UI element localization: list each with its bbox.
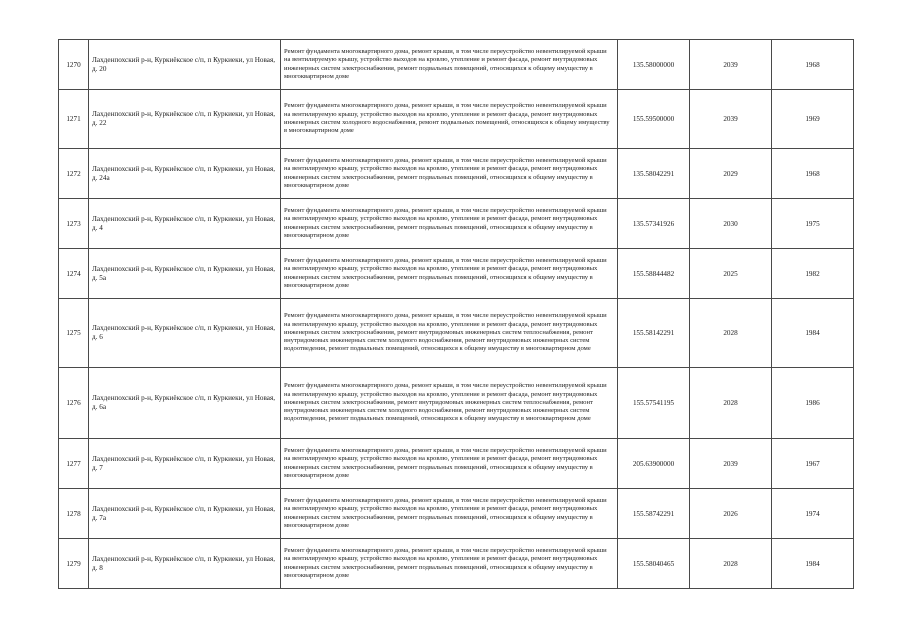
work-type-cell: Ремонт фундамента многоквартирного дома, ремонт крыши, в том числе переустройство невентилируемой крыши на вентилируемую крышу, устройство выходов на кровлю, утепление и ремонт фасада, ремонт внутридомовых инженерных систем электроснабжения, ремонт подвальных помещений, относящихся к общему имуществу в многоквартирном доме xyxy=(281,40,618,90)
build-year-cell: 1969 xyxy=(772,90,854,149)
table-row xyxy=(59,199,854,249)
table-row xyxy=(59,489,854,539)
build-year-cell: 1975 xyxy=(772,199,854,249)
row-number: 1279 xyxy=(59,539,89,589)
cost-cell: 205.63900000 xyxy=(618,439,690,489)
address-cell: Лахденпохский р-н, Куркиёкское с/п, п Куркиеки, ул Новая, д. 6 xyxy=(89,299,281,368)
cost-cell: 135.57341926 xyxy=(618,199,690,249)
cost-cell: 155.57541195 xyxy=(618,368,690,439)
repair-year-cell: 2039 xyxy=(690,439,772,489)
cost-cell: 135.58000000 xyxy=(618,40,690,90)
repair-year-cell: 2028 xyxy=(690,368,772,439)
table-row xyxy=(59,539,854,589)
build-year-cell: 1968 xyxy=(772,40,854,90)
repair-year-cell: 2030 xyxy=(690,199,772,249)
work-type-cell: Ремонт фундамента многоквартирного дома, ремонт крыши, в том числе переустройство невентилируемой крыши на вентилируемую крышу, устройство выходов на кровлю, утепление и ремонт фасада, ремонт внутридомовых инженерных систем электроснабжения, ремонт внутридомовых инженерных систем теплоснабжения, ремонт внутридомовых инженерных систем холодного водоснабжения, ремонт внутридомовых инженерных систем водоотведения, ремонт подвальных помещений, относящихся к общему имуществу в многоквартирном доме xyxy=(281,299,618,368)
address-cell: Лахденпохский р-н, Куркиёкское с/п, п Куркиеки, ул Новая, д. 7а xyxy=(89,489,281,539)
table-row xyxy=(59,249,854,299)
build-year-cell: 1984 xyxy=(772,299,854,368)
work-type-cell: Ремонт фундамента многоквартирного дома, ремонт крыши, в том числе переустройство невентилируемой крыши на вентилируемую крышу, устройство выходов на кровлю, утепление и ремонт фасада, ремонт внутридомовых инженерных систем электроснабжения, ремонт подвальных помещений, относящихся к общему имуществу в многоквартирном доме xyxy=(281,199,618,249)
table-row xyxy=(59,439,854,489)
build-year-cell: 1968 xyxy=(772,149,854,199)
row-number: 1276 xyxy=(59,368,89,439)
capital-repair-table xyxy=(58,39,854,589)
row-number: 1271 xyxy=(59,90,89,149)
cost-cell: 155.58142291 xyxy=(618,299,690,368)
cost-cell: 155.58040465 xyxy=(618,539,690,589)
cost-cell: 155.59500000 xyxy=(618,90,690,149)
address-cell: Лахденпохский р-н, Куркиёкское с/п, п Куркиеки, ул Новая, д. 5а xyxy=(89,249,281,299)
address-cell: Лахденпохский р-н, Куркиёкское с/п, п Куркиеки, ул Новая, д. 7 xyxy=(89,439,281,489)
work-type-cell: Ремонт фундамента многоквартирного дома, ремонт крыши, в том числе переустройство невентилируемой крыши на вентилируемую крышу, устройство выходов на кровлю, утепление и ремонт фасада, ремонт внутридомовых инженерных систем электроснабжения, ремонт внутридомовых инженерных систем теплоснабжения, ремонт внутридомовых инженерных систем холодного водоснабжения, ремонт внутридомовых инженерных систем водоотведения, ремонт подвальных помещений, относящихся к общему имуществу в многоквартирном доме xyxy=(281,368,618,439)
table-row xyxy=(59,90,854,149)
build-year-cell: 1982 xyxy=(772,249,854,299)
work-type-cell: Ремонт фундамента многоквартирного дома, ремонт крыши, в том числе переустройство невентилируемой крыши на вентилируемую крышу, устройство выходов на кровлю, утепление и ремонт фасада, ремонт внутридомовых инженерных систем электроснабжения, ремонт подвальных помещений, относящихся к общему имуществу в многоквартирном доме xyxy=(281,539,618,589)
table-row xyxy=(59,299,854,368)
work-type-cell: Ремонт фундамента многоквартирного дома, ремонт крыши, в том числе переустройство невентилируемой крыши на вентилируемую крышу, устройство выходов на кровлю, утепление и ремонт фасада, ремонт внутридомовых инженерных систем электроснабжения, ремонт подвальных помещений, относящихся к общему имуществу в многоквартирном доме xyxy=(281,149,618,199)
row-number: 1278 xyxy=(59,489,89,539)
address-cell: Лахденпохский р-н, Куркиёкское с/п, п Куркиеки, ул Новая, д. 8 xyxy=(89,539,281,589)
table-row xyxy=(59,40,854,90)
repair-year-cell: 2029 xyxy=(690,149,772,199)
repair-year-cell: 2025 xyxy=(690,249,772,299)
cost-cell: 135.58042291 xyxy=(618,149,690,199)
table-row xyxy=(59,149,854,199)
work-type-cell: Ремонт фундамента многоквартирного дома, ремонт крыши, в том числе переустройство невентилируемой крыши на вентилируемую крышу, устройство выходов на кровлю, утепление и ремонт фасада, ремонт внутридомовых инженерных систем холодного водоснабжения, ремонт подвальных помещений, относящихся к общему имуществу в многоквартирном доме xyxy=(281,90,618,149)
build-year-cell: 1967 xyxy=(772,439,854,489)
work-type-cell: Ремонт фундамента многоквартирного дома, ремонт крыши, в том числе переустройство невентилируемой крыши на вентилируемую крышу, устройство выходов на кровлю, утепление и ремонт фасада, ремонт внутридомовых инженерных систем электроснабжения, ремонт подвальных помещений, относящихся к общему имуществу в многоквартирном доме xyxy=(281,439,618,489)
work-type-cell: Ремонт фундамента многоквартирного дома, ремонт крыши, в том числе переустройство невентилируемой крыши на вентилируемую крышу, устройство выходов на кровлю, утепление и ремонт фасада, ремонт внутридомовых инженерных систем электроснабжения, ремонт подвальных помещений, относящихся к общему имуществу в многоквартирном доме xyxy=(281,249,618,299)
address-cell: Лахденпохский р-н, Куркиёкское с/п, п Куркиеки, ул Новая, д. 4 xyxy=(89,199,281,249)
repair-year-cell: 2026 xyxy=(690,489,772,539)
work-type-cell: Ремонт фундамента многоквартирного дома, ремонт крыши, в том числе переустройство невентилируемой крыши на вентилируемую крышу, устройство выходов на кровлю, утепление и ремонт фасада, ремонт внутридомовых инженерных систем электроснабжения, ремонт подвальных помещений, относящихся к общему имуществу в многоквартирном доме xyxy=(281,489,618,539)
table-row xyxy=(59,368,854,439)
build-year-cell: 1984 xyxy=(772,539,854,589)
row-number: 1277 xyxy=(59,439,89,489)
row-number: 1273 xyxy=(59,199,89,249)
cost-cell: 155.58844482 xyxy=(618,249,690,299)
repair-year-cell: 2028 xyxy=(690,299,772,368)
address-cell: Лахденпохский р-н, Куркиёкское с/п, п Куркиеки, ул Новая, д. 6а xyxy=(89,368,281,439)
build-year-cell: 1974 xyxy=(772,489,854,539)
repair-year-cell: 2039 xyxy=(690,40,772,90)
row-number: 1274 xyxy=(59,249,89,299)
row-number: 1272 xyxy=(59,149,89,199)
cost-cell: 155.58742291 xyxy=(618,489,690,539)
row-number: 1270 xyxy=(59,40,89,90)
build-year-cell: 1986 xyxy=(772,368,854,439)
address-cell: Лахденпохский р-н, Куркиёкское с/п, п Куркиеки, ул Новая, д. 24а xyxy=(89,149,281,199)
row-number: 1275 xyxy=(59,299,89,368)
address-cell: Лахденпохский р-н, Куркиёкское с/п, п Куркиеки, ул Новая, д. 22 xyxy=(89,90,281,149)
repair-year-cell: 2028 xyxy=(690,539,772,589)
repair-year-cell: 2039 xyxy=(690,90,772,149)
address-cell: Лахденпохский р-н, Куркиёкское с/п, п Куркиеки, ул Новая, д. 20 xyxy=(89,40,281,90)
